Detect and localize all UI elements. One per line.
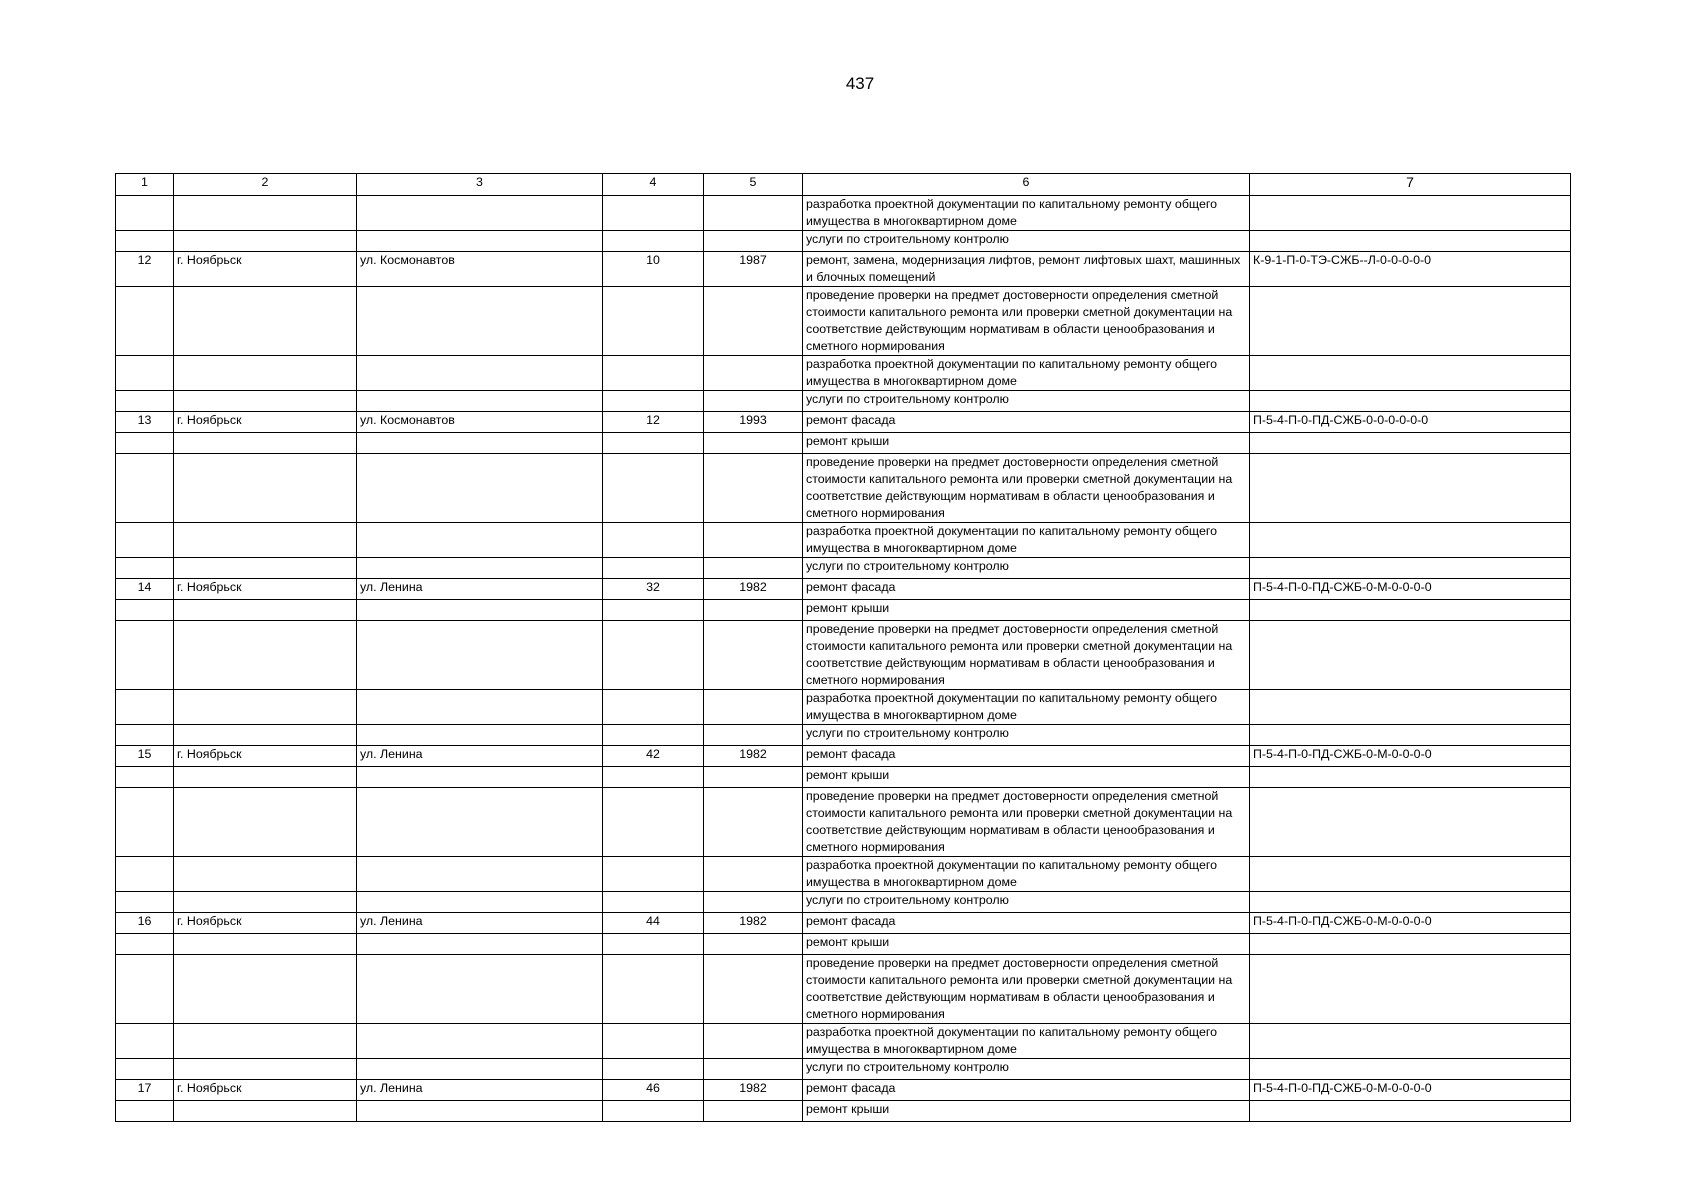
row-number-cell xyxy=(116,391,174,412)
city-cell: г. Ноябрьск xyxy=(174,252,357,287)
work-type-cell: разработка проектной документации по капитальному ремонту общего имущества в многоквартирном доме xyxy=(803,857,1250,892)
table-row xyxy=(116,892,1571,913)
year-built-cell xyxy=(704,892,803,913)
row-number-cell xyxy=(116,857,174,892)
house-number-cell xyxy=(603,955,704,1024)
street-cell: ул. Ленина xyxy=(357,1080,603,1101)
city-cell xyxy=(174,621,357,690)
street-cell xyxy=(357,788,603,857)
work-type-cell: ремонт фасада xyxy=(803,1080,1250,1101)
year-built-cell xyxy=(704,725,803,746)
street-cell xyxy=(357,231,603,252)
street-cell xyxy=(357,1101,603,1122)
house-number-cell xyxy=(603,558,704,579)
row-number-cell xyxy=(116,600,174,621)
street-cell xyxy=(357,433,603,454)
street-cell xyxy=(357,391,603,412)
work-type-cell: услуги по строительному контролю xyxy=(803,558,1250,579)
building-code-cell xyxy=(1250,196,1571,231)
street-cell xyxy=(357,690,603,725)
street-cell xyxy=(357,857,603,892)
year-built-cell xyxy=(704,621,803,690)
city-cell xyxy=(174,892,357,913)
year-built-cell xyxy=(704,600,803,621)
work-type-cell: ремонт фасада xyxy=(803,746,1250,767)
work-type-cell: проведение проверки на предмет достоверности определения сметной стоимости капитального ремонта или проверки сметной документации на соответствие действующим нормативам в области ценообразования и сметного нормирования xyxy=(803,454,1250,523)
row-number-cell: 17 xyxy=(116,1080,174,1101)
row-number-cell: 16 xyxy=(116,913,174,934)
building-code-cell: П-5-4-П-0-ПД-СЖБ-0-0-0-0-0-0 xyxy=(1250,412,1571,433)
work-type-cell: ремонт, замена, модернизация лифтов, ремонт лифтовых шахт, машинных и блочных помещений xyxy=(803,252,1250,287)
table-row xyxy=(116,1059,1571,1080)
row-number-cell xyxy=(116,1101,174,1122)
year-built-cell xyxy=(704,558,803,579)
year-built-cell: 1982 xyxy=(704,913,803,934)
page-number: 437 xyxy=(845,74,875,93)
house-number-cell xyxy=(603,725,704,746)
table-row xyxy=(116,788,1571,857)
row-number-cell xyxy=(116,788,174,857)
house-number-cell: 42 xyxy=(603,746,704,767)
row-number-cell xyxy=(116,725,174,746)
house-number-cell xyxy=(603,287,704,356)
house-number-cell xyxy=(603,356,704,391)
city-cell xyxy=(174,1024,357,1059)
street-cell xyxy=(357,356,603,391)
street-cell xyxy=(357,523,603,558)
table-row xyxy=(116,857,1571,892)
column-header: 4 xyxy=(603,174,704,196)
building-code-cell xyxy=(1250,1101,1571,1122)
row-number-cell: 12 xyxy=(116,252,174,287)
street-cell xyxy=(357,725,603,746)
row-number-cell xyxy=(116,767,174,788)
year-built-cell xyxy=(704,231,803,252)
street-cell xyxy=(357,1059,603,1080)
work-type-cell: ремонт крыши xyxy=(803,1101,1250,1122)
building-code-cell xyxy=(1250,1024,1571,1059)
street-cell xyxy=(357,287,603,356)
table-row xyxy=(116,287,1571,356)
column-number-row xyxy=(116,174,1571,196)
building-code-cell xyxy=(1250,454,1571,523)
street-cell xyxy=(357,892,603,913)
year-built-cell xyxy=(704,955,803,1024)
city-cell: г. Ноябрьск xyxy=(174,746,357,767)
building-code-cell xyxy=(1250,391,1571,412)
building-code-cell xyxy=(1250,725,1571,746)
house-number-cell xyxy=(603,196,704,231)
city-cell xyxy=(174,1101,357,1122)
building-code-cell xyxy=(1250,231,1571,252)
work-type-cell: услуги по строительному контролю xyxy=(803,1059,1250,1080)
row-number-cell xyxy=(116,433,174,454)
table-row xyxy=(116,579,1571,600)
street-cell xyxy=(357,955,603,1024)
house-number-cell xyxy=(603,1024,704,1059)
row-number-cell xyxy=(116,934,174,955)
row-number-cell xyxy=(116,690,174,725)
work-type-cell: разработка проектной документации по капитальному ремонту общего имущества в многоквартирном доме xyxy=(803,690,1250,725)
building-code-cell: К-9-1-П-0-ТЭ-СЖБ--Л-0-0-0-0-0 xyxy=(1250,252,1571,287)
row-number-cell xyxy=(116,231,174,252)
row-number-cell xyxy=(116,892,174,913)
city-cell xyxy=(174,600,357,621)
column-header: 3 xyxy=(357,174,603,196)
building-code-cell xyxy=(1250,767,1571,788)
city-cell xyxy=(174,391,357,412)
building-code-cell xyxy=(1250,287,1571,356)
table-row xyxy=(116,412,1571,433)
year-built-cell xyxy=(704,934,803,955)
row-number-cell xyxy=(116,558,174,579)
row-number-cell: 14 xyxy=(116,579,174,600)
row-number-cell xyxy=(116,287,174,356)
house-number-cell xyxy=(603,433,704,454)
row-number-cell xyxy=(116,955,174,1024)
work-type-cell: разработка проектной документации по капитальному ремонту общего имущества в многоквартирном доме xyxy=(803,356,1250,391)
row-number-cell: 15 xyxy=(116,746,174,767)
table-row xyxy=(116,523,1571,558)
table-row xyxy=(116,934,1571,955)
year-built-cell xyxy=(704,356,803,391)
table-row xyxy=(116,600,1571,621)
year-built-cell: 1982 xyxy=(704,746,803,767)
house-number-cell xyxy=(603,621,704,690)
row-number-cell xyxy=(116,196,174,231)
house-number-cell: 12 xyxy=(603,412,704,433)
street-cell xyxy=(357,934,603,955)
city-cell xyxy=(174,857,357,892)
table-row xyxy=(116,1024,1571,1059)
house-number-cell: 44 xyxy=(603,913,704,934)
city-cell xyxy=(174,690,357,725)
building-code-cell xyxy=(1250,788,1571,857)
city-cell xyxy=(174,454,357,523)
year-built-cell: 1982 xyxy=(704,1080,803,1101)
street-cell xyxy=(357,196,603,231)
year-built-cell xyxy=(704,391,803,412)
table-row xyxy=(116,231,1571,252)
table-row xyxy=(116,454,1571,523)
year-built-cell xyxy=(704,1101,803,1122)
building-code-cell xyxy=(1250,934,1571,955)
building-code-cell: П-5-4-П-0-ПД-СЖБ-0-М-0-0-0-0 xyxy=(1250,746,1571,767)
work-type-cell: услуги по строительному контролю xyxy=(803,231,1250,252)
house-number-cell xyxy=(603,788,704,857)
city-cell xyxy=(174,196,357,231)
table-row xyxy=(116,767,1571,788)
street-cell xyxy=(357,454,603,523)
building-code-cell xyxy=(1250,621,1571,690)
street-cell: ул. Космонавтов xyxy=(357,252,603,287)
work-type-cell: ремонт крыши xyxy=(803,600,1250,621)
street-cell xyxy=(357,621,603,690)
house-number-cell: 46 xyxy=(603,1080,704,1101)
table-row xyxy=(116,391,1571,412)
city-cell xyxy=(174,955,357,1024)
city-cell: г. Ноябрьск xyxy=(174,913,357,934)
row-number-cell xyxy=(116,454,174,523)
year-built-cell xyxy=(704,433,803,454)
house-number-cell xyxy=(603,857,704,892)
building-code-cell xyxy=(1250,1059,1571,1080)
work-type-cell: ремонт фасада xyxy=(803,579,1250,600)
city-cell: г. Ноябрьск xyxy=(174,579,357,600)
house-number-cell xyxy=(603,1059,704,1080)
building-code-cell: П-5-4-П-0-ПД-СЖБ-0-М-0-0-0-0 xyxy=(1250,1080,1571,1101)
table-row xyxy=(116,252,1571,287)
city-cell xyxy=(174,287,357,356)
year-built-cell xyxy=(704,690,803,725)
year-built-cell xyxy=(704,454,803,523)
work-type-cell: услуги по строительному контролю xyxy=(803,391,1250,412)
work-type-cell: ремонт крыши xyxy=(803,767,1250,788)
city-cell xyxy=(174,523,357,558)
row-number-cell: 13 xyxy=(116,412,174,433)
year-built-cell: 1987 xyxy=(704,252,803,287)
table-body xyxy=(116,196,1571,1122)
house-number-cell xyxy=(603,892,704,913)
year-built-cell xyxy=(704,196,803,231)
work-type-cell: разработка проектной документации по капитальному ремонту общего имущества в многоквартирном доме xyxy=(803,523,1250,558)
house-number-cell xyxy=(603,690,704,725)
work-type-cell: проведение проверки на предмет достоверности определения сметной стоимости капитального ремонта или проверки сметной документации на соответствие действующим нормативам в области ценообразования и сметного нормирования xyxy=(803,621,1250,690)
row-number-cell xyxy=(116,523,174,558)
work-type-cell: услуги по строительному контролю xyxy=(803,892,1250,913)
year-built-cell xyxy=(704,767,803,788)
table-row xyxy=(116,621,1571,690)
column-header: 7 xyxy=(1250,174,1571,196)
row-number-cell xyxy=(116,621,174,690)
table-row xyxy=(116,558,1571,579)
building-code-cell xyxy=(1250,892,1571,913)
row-number-cell xyxy=(116,1059,174,1080)
house-number-cell xyxy=(603,1101,704,1122)
building-code-cell xyxy=(1250,955,1571,1024)
city-cell xyxy=(174,788,357,857)
table-row xyxy=(116,1101,1571,1122)
table-row xyxy=(116,913,1571,934)
work-type-cell: разработка проектной документации по капитальному ремонту общего имущества в многоквартирном доме xyxy=(803,196,1250,231)
work-type-cell: ремонт крыши xyxy=(803,433,1250,454)
house-number-cell xyxy=(603,523,704,558)
building-code-cell: П-5-4-П-0-ПД-СЖБ-0-М-0-0-0-0 xyxy=(1250,579,1571,600)
street-cell: ул. Космонавтов xyxy=(357,412,603,433)
building-code-cell: П-5-4-П-0-ПД-СЖБ-0-М-0-0-0-0 xyxy=(1250,913,1571,934)
street-cell: ул. Ленина xyxy=(357,579,603,600)
column-header: 1 xyxy=(116,174,174,196)
street-cell xyxy=(357,558,603,579)
work-type-cell: ремонт фасада xyxy=(803,913,1250,934)
building-code-cell xyxy=(1250,857,1571,892)
year-built-cell xyxy=(704,1059,803,1080)
house-number-cell xyxy=(603,231,704,252)
table-row xyxy=(116,725,1571,746)
city-cell xyxy=(174,558,357,579)
row-number-cell xyxy=(116,356,174,391)
year-built-cell xyxy=(704,287,803,356)
city-cell xyxy=(174,231,357,252)
table-row xyxy=(116,955,1571,1024)
table-row xyxy=(116,1080,1571,1101)
work-type-cell: проведение проверки на предмет достоверности определения сметной стоимости капитального ремонта или проверки сметной документации на соответствие действующим нормативам в области ценообразования и сметного нормирования xyxy=(803,788,1250,857)
house-number-cell: 10 xyxy=(603,252,704,287)
street-cell: ул. Ленина xyxy=(357,746,603,767)
city-cell xyxy=(174,433,357,454)
house-number-cell xyxy=(603,391,704,412)
table-row xyxy=(116,356,1571,391)
year-built-cell: 1982 xyxy=(704,579,803,600)
row-number-cell xyxy=(116,1024,174,1059)
column-header: 2 xyxy=(174,174,357,196)
city-cell: г. Ноябрьск xyxy=(174,412,357,433)
city-cell xyxy=(174,767,357,788)
year-built-cell xyxy=(704,1024,803,1059)
table-row xyxy=(116,433,1571,454)
house-number-cell: 32 xyxy=(603,579,704,600)
work-type-cell: разработка проектной документации по капитальному ремонту общего имущества в многоквартирном доме xyxy=(803,1024,1250,1059)
building-code-cell xyxy=(1250,356,1571,391)
city-cell: г. Ноябрьск xyxy=(174,1080,357,1101)
building-code-cell xyxy=(1250,600,1571,621)
house-number-cell xyxy=(603,767,704,788)
street-cell xyxy=(357,767,603,788)
street-cell xyxy=(357,600,603,621)
street-cell: ул. Ленина xyxy=(357,913,603,934)
work-type-cell: ремонт крыши xyxy=(803,934,1250,955)
column-header: 5 xyxy=(704,174,803,196)
city-cell xyxy=(174,934,357,955)
building-code-cell xyxy=(1250,433,1571,454)
building-code-cell xyxy=(1250,523,1571,558)
year-built-cell xyxy=(704,857,803,892)
house-number-cell xyxy=(603,934,704,955)
house-number-cell xyxy=(603,600,704,621)
city-cell xyxy=(174,725,357,746)
work-type-cell: услуги по строительному контролю xyxy=(803,725,1250,746)
repair-schedule-table xyxy=(115,173,1571,1122)
work-type-cell: проведение проверки на предмет достоверности определения сметной стоимости капитального ремонта или проверки сметной документации на соответствие действующим нормативам в области ценообразования и сметного нормирования xyxy=(803,287,1250,356)
column-header: 6 xyxy=(803,174,1250,196)
year-built-cell xyxy=(704,788,803,857)
city-cell xyxy=(174,1059,357,1080)
table-row xyxy=(116,690,1571,725)
house-number-cell xyxy=(603,454,704,523)
year-built-cell: 1993 xyxy=(704,412,803,433)
table-row xyxy=(116,746,1571,767)
year-built-cell xyxy=(704,523,803,558)
work-type-cell: проведение проверки на предмет достоверности определения сметной стоимости капитального ремонта или проверки сметной документации на соответствие действующим нормативам в области ценообразования и сметного нормирования xyxy=(803,955,1250,1024)
table-row xyxy=(116,196,1571,231)
city-cell xyxy=(174,356,357,391)
building-code-cell xyxy=(1250,690,1571,725)
work-type-cell: ремонт фасада xyxy=(803,412,1250,433)
building-code-cell xyxy=(1250,558,1571,579)
street-cell xyxy=(357,1024,603,1059)
